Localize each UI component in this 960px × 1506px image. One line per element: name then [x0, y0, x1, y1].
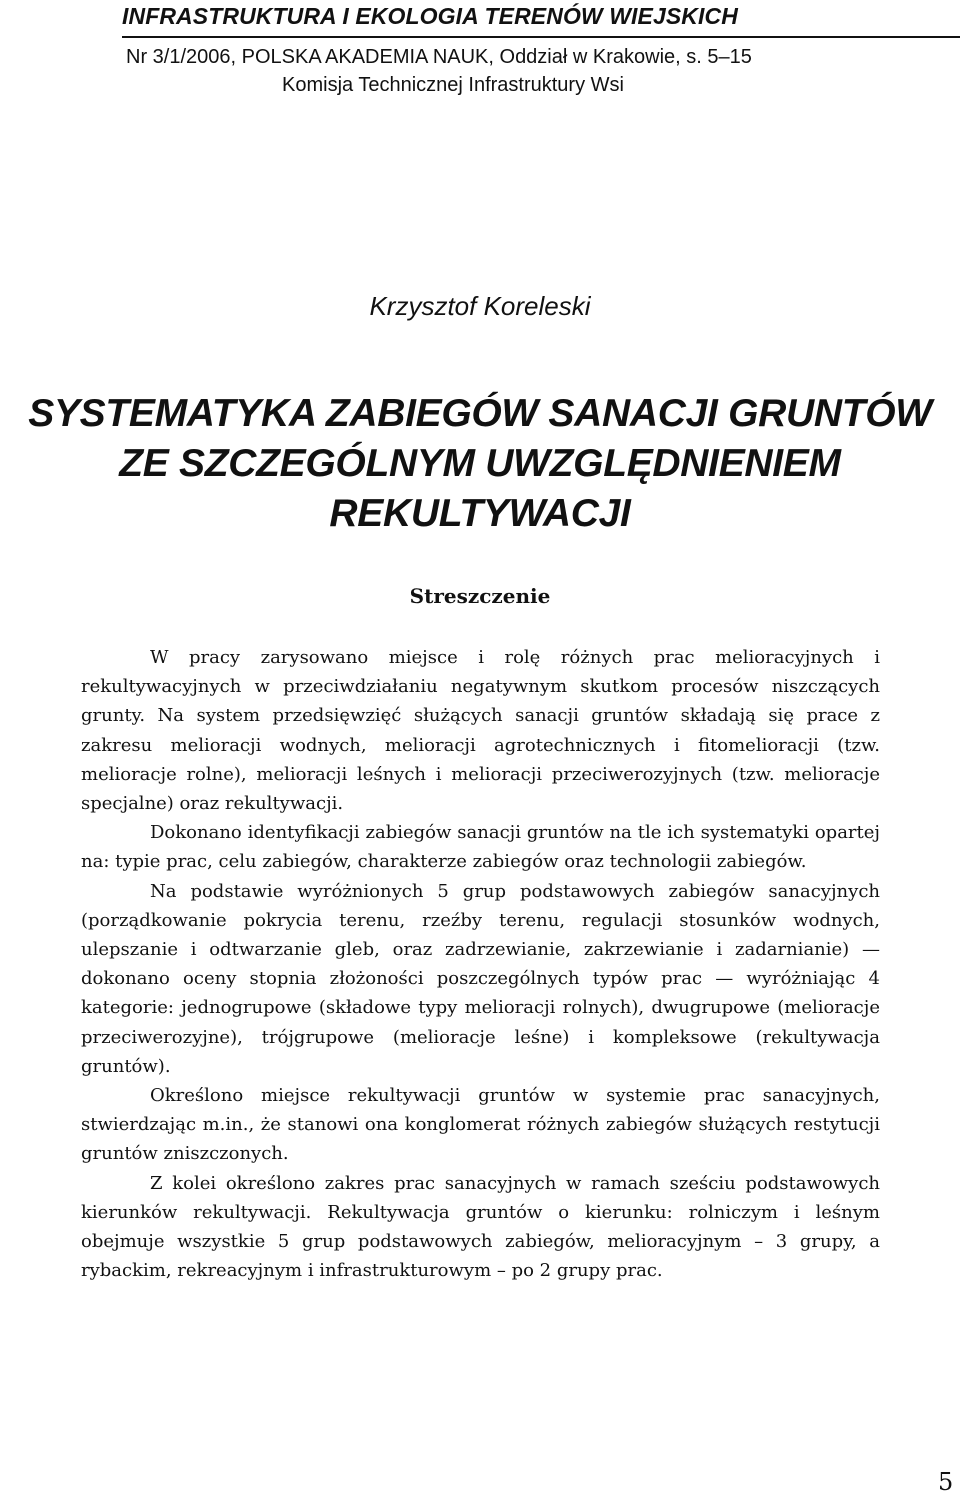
article-title: [0, 389, 960, 539]
header-divider: [122, 36, 960, 38]
abstract-paragraph: W pracy zarysowano miejsce i rolę różnych prac melioracyjnych i rekultywacyjnych w przeciwdziałaniu negatywnym skutkom procesów niszczących grunty. Na system przedsięwzięć służących sanacji gruntów składają się prace z zakresu melioracji wodnych, melioracji agrotechnicznych i fitomelioracji (tzw. melioracje rolne), melioracji leśnych i melioracji przeciwerozyjnych (tzw. melioracje specjalne) oraz rekultywacji.: [81, 647, 880, 815]
article-title-line: SYSTEMATYKA ZABIEGÓW SANACJI GRUNTÓW: [28, 392, 932, 435]
journal-commission: Komisja Technicznej Infrastruktury Wsi: [282, 74, 624, 96]
author-name: Krzysztof Koreleski: [369, 291, 591, 321]
abstract-paragraph: Z kolei określono zakres prac sanacyjnych w ramach sześciu podstawowych kierunków rekultywacji. Rekultywacja gruntów o kierunku: rolniczym i leśnym obejmuje wszystkie 5 grup podstawowych zabiegów, melioracyjnym – 3 grupy, a rybackim, rekreacyjnym i infrastrukturowym – po 2 grupy prac.: [81, 1172, 880, 1282]
abstract-paragraph: Dokonano identyfikacji zabiegów sanacji gruntów na tle ich systematyki opartej na: typie prac, celu zabiegów, charakterze zabiegów oraz technologii zabiegów.: [81, 822, 880, 873]
journal-title: INFRASTRUKTURA I EKOLOGIA TERENÓW WIEJSKICH: [122, 3, 738, 29]
article-title-line: ZE SZCZEGÓLNYM UWZGLĘDNIENIEM: [119, 442, 841, 485]
page-number: 5: [938, 1468, 954, 1496]
abstract-heading: Streszczenie: [409, 584, 551, 608]
abstract-paragraph: Na podstawie wyróżnionych 5 grup podstawowych zabiegów sanacyjnych (porządkowanie pokrycia terenu, rzeźby terenu, regulacji stosunków wodnych, ulepszanie i odtwarzanie gleb, oraz zadrzewianie, zakrzewianie i zadarnianie) — dokonano oceny stopnia złożoności poszczególnych typów prac — wyróżniając 4 kategorie: jednogrupowe (składowe typy melioracji rolnych), dwugrupowe (melioracje przeciwerozyjne), trójgrupowe (melioracje leśne) i kompleksowe (rekultywacja gruntów).: [81, 880, 880, 1077]
journal-issue-line: Nr 3/1/2006, POLSKA AKADEMIA NAUK, Oddział w Krakowie, s. 5–15: [126, 46, 752, 68]
abstract-paragraph: Określono miejsce rekultywacji gruntów w systemie prac sanacyjnych, stwierdzając m.in., że stanowi ona konglomerat różnych zabiegów służących restytucji gruntów zniszczonych.: [81, 1085, 880, 1165]
abstract-body: [81, 643, 880, 1285]
article-title-line: REKULTYWACJI: [329, 492, 631, 535]
